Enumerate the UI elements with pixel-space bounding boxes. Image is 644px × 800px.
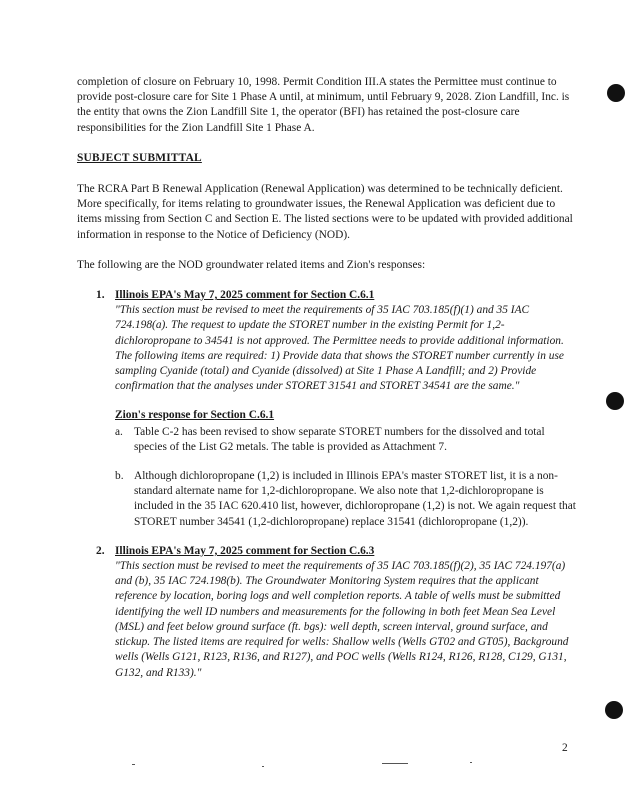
binder-hole-top — [607, 84, 625, 102]
response-title: Zion's response for Section C.6.1 — [115, 409, 275, 422]
response-text: Although dichloropropane (1,2) is included in Illinois EPA's master STORET list, it is a non-standard alternate name for 1,2-dichloropropane. We also note that 1,2-dichloropropane is included in the 35 IAC 620.410 list, however, dichloropropane (1,2) is not. We again request that STORET number 34541 (1,2-dichloropropane) replace 31541 (dichloropropane (1,2)). — [134, 470, 576, 528]
epa-comment-quote: "This section must be revised to meet the requirements of 35 IAC 703.185(f)(1) and 35 IAC 724.198(a). The request to update the STORET number in the existing Permit for 1,2-dichloropropane to 34541 is not approved. The Permittee needs to provide additional information. The following items are required: 1) Provide data that shows the STORET number currently in use sampling Cyanide (total) and Cyanide (dissolved) at Site 1 Phase A Landfill; and 2) Provide confirmation that the analyses under STORET 31541 and STORET 34541 are the same." — [115, 304, 564, 393]
response-label: b. — [115, 470, 124, 483]
epa-comment-quote: "This section must be revised to meet the requirements of 35 IAC 703.185(f)(2), 35 IAC 724.197(a) and (b), 35 IAC 724.198(b). The Groundwater Monitoring System requires that the applicant reference by location, boring logs and well completion reports. A table of wells must be submitted identifying the well ID numbers and measurements for the following in both feet Mean Sea Level (MSL) and feet below ground surface (ft. bgs): well depth, screen interval, ground surface, and stickup. The listed items are required for wells: Shallow wells (Wells GT02 and GT05), Background wells (Wells G121, R123, R136, and R127), and POC wells (Wells R124, R126, R128, C129, G131, G132, and R133)." — [115, 560, 569, 679]
response-item-b — [115, 469, 577, 530]
rcra-paragraph: The RCRA Part B Renewal Application (Renewal Application) was determined to be technically deficient. More specifically, for items relating to groundwater issues, the Renewal Application was deficient due to items missing from Section C and Section E. The listed sections were to be updated with provided additional information in response to the Notice of Deficiency (NOD). — [77, 183, 573, 241]
response-item-a — [115, 425, 577, 455]
intro-paragraph: completion of closure on February 10, 1998. Permit Condition III.A states the Permittee must continue to provide post-closure care for Site 1 Phase A until, at minimum, until February 9, 2028. Zion Landfill, Inc. is the entity that owns the Zion Landfill Site 1, the operator (BFI) has retained the post-closure care responsibilities for the Zion Landfill Site 1 Phase A. — [77, 76, 570, 134]
document-body — [77, 75, 577, 695]
section-heading: SUBJECT SUBMITTAL — [77, 151, 202, 164]
response-label: a. — [115, 425, 123, 438]
binder-hole-bottom — [605, 701, 623, 719]
item-number: 1. — [96, 289, 105, 302]
item-number: 2. — [96, 544, 105, 557]
nod-item-1 — [77, 288, 577, 530]
binder-hole-middle — [606, 392, 624, 410]
item-title: Illinois EPA's May 7, 2025 comment for Section C.6.1 — [115, 289, 375, 302]
response-text: Table C-2 has been revised to show separate STORET numbers for the dissolved and total species of the List G2 metals. The table is provided as Attachment 7. — [134, 425, 545, 453]
lead-in-paragraph: The following are the NOD groundwater related items and Zion's responses: — [77, 258, 426, 271]
item-title: Illinois EPA's May 7, 2025 comment for Section C.6.3 — [115, 544, 375, 557]
page-number: 2 — [562, 742, 568, 754]
scan-noise — [0, 760, 644, 770]
nod-item-2 — [77, 544, 577, 681]
